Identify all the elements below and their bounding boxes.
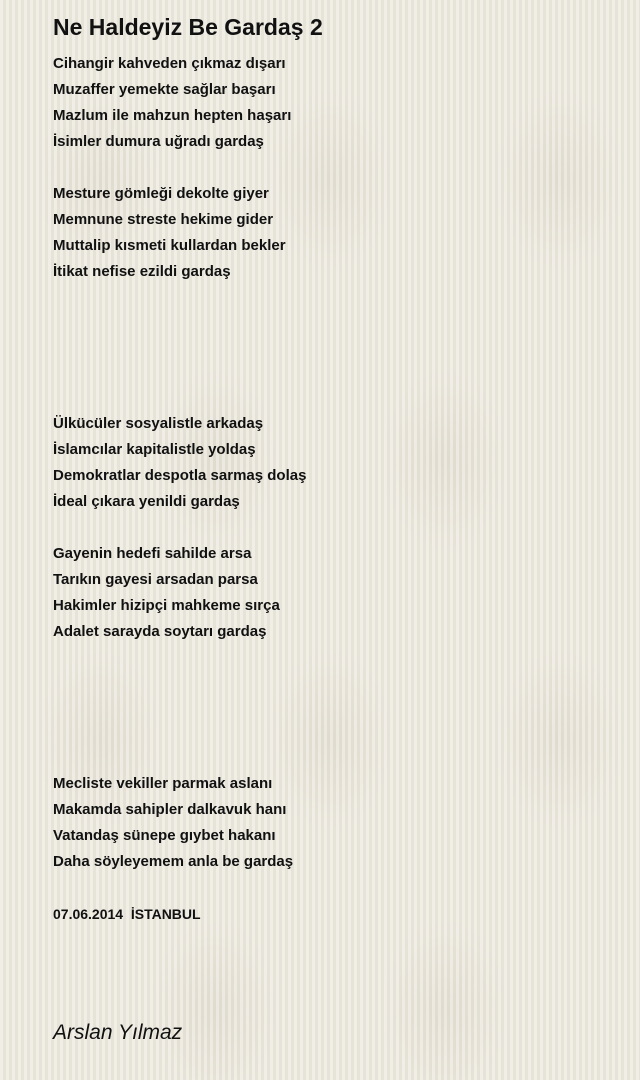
poem-line: Mesture gömleği dekolte giyer xyxy=(53,185,269,202)
poem-line: İtikat nefise ezildi gardaş xyxy=(53,263,231,280)
poem-title: Ne Haldeyiz Be Gardaş 2 xyxy=(53,14,323,40)
poem-line: Adalet sarayda soytarı gardaş xyxy=(53,623,267,640)
poem-line: İslamcılar kapitalistle yoldaş xyxy=(53,441,256,458)
poem-line: Mecliste vekiller parmak aslanı xyxy=(53,775,273,792)
poem-date-place: 07.06.2014 İSTANBUL xyxy=(53,906,201,922)
poem-line: Daha söyleyemem anla be gardaş xyxy=(53,853,294,870)
poem-line: Memnune streste hekime gider xyxy=(53,211,274,228)
poem-line: Tarıkın gayesi arsadan parsa xyxy=(53,571,258,588)
poem-line: Ülkücüler sosyalistle arkadaş xyxy=(53,415,264,432)
poem-line: Vatandaş sünepe gıybet hakanı xyxy=(53,827,276,844)
poem-line: Muzaffer yemekte sağlar başarı xyxy=(53,81,276,98)
poem-line: İsimler dumura uğradı gardaş xyxy=(53,133,264,150)
poem-line: Gayenin hedefi sahilde arsa xyxy=(53,545,252,562)
poem-line: Demokratlar despotla sarmaş dolaş xyxy=(53,467,307,484)
poem-author: Arslan Yılmaz xyxy=(53,1021,183,1044)
poem-line: Hakimler hizipçi mahkeme sırça xyxy=(53,597,280,614)
poem-line: Cihangir kahveden çıkmaz dışarı xyxy=(53,55,286,72)
poem-line: Makamda sahipler dalkavuk hanı xyxy=(53,801,287,818)
poem-line: Mazlum ile mahzun hepten haşarı xyxy=(53,107,292,124)
poem-line: İdeal çıkara yenildi gardaş xyxy=(53,493,240,510)
poem-line: Muttalip kısmeti kullardan bekler xyxy=(53,237,286,254)
